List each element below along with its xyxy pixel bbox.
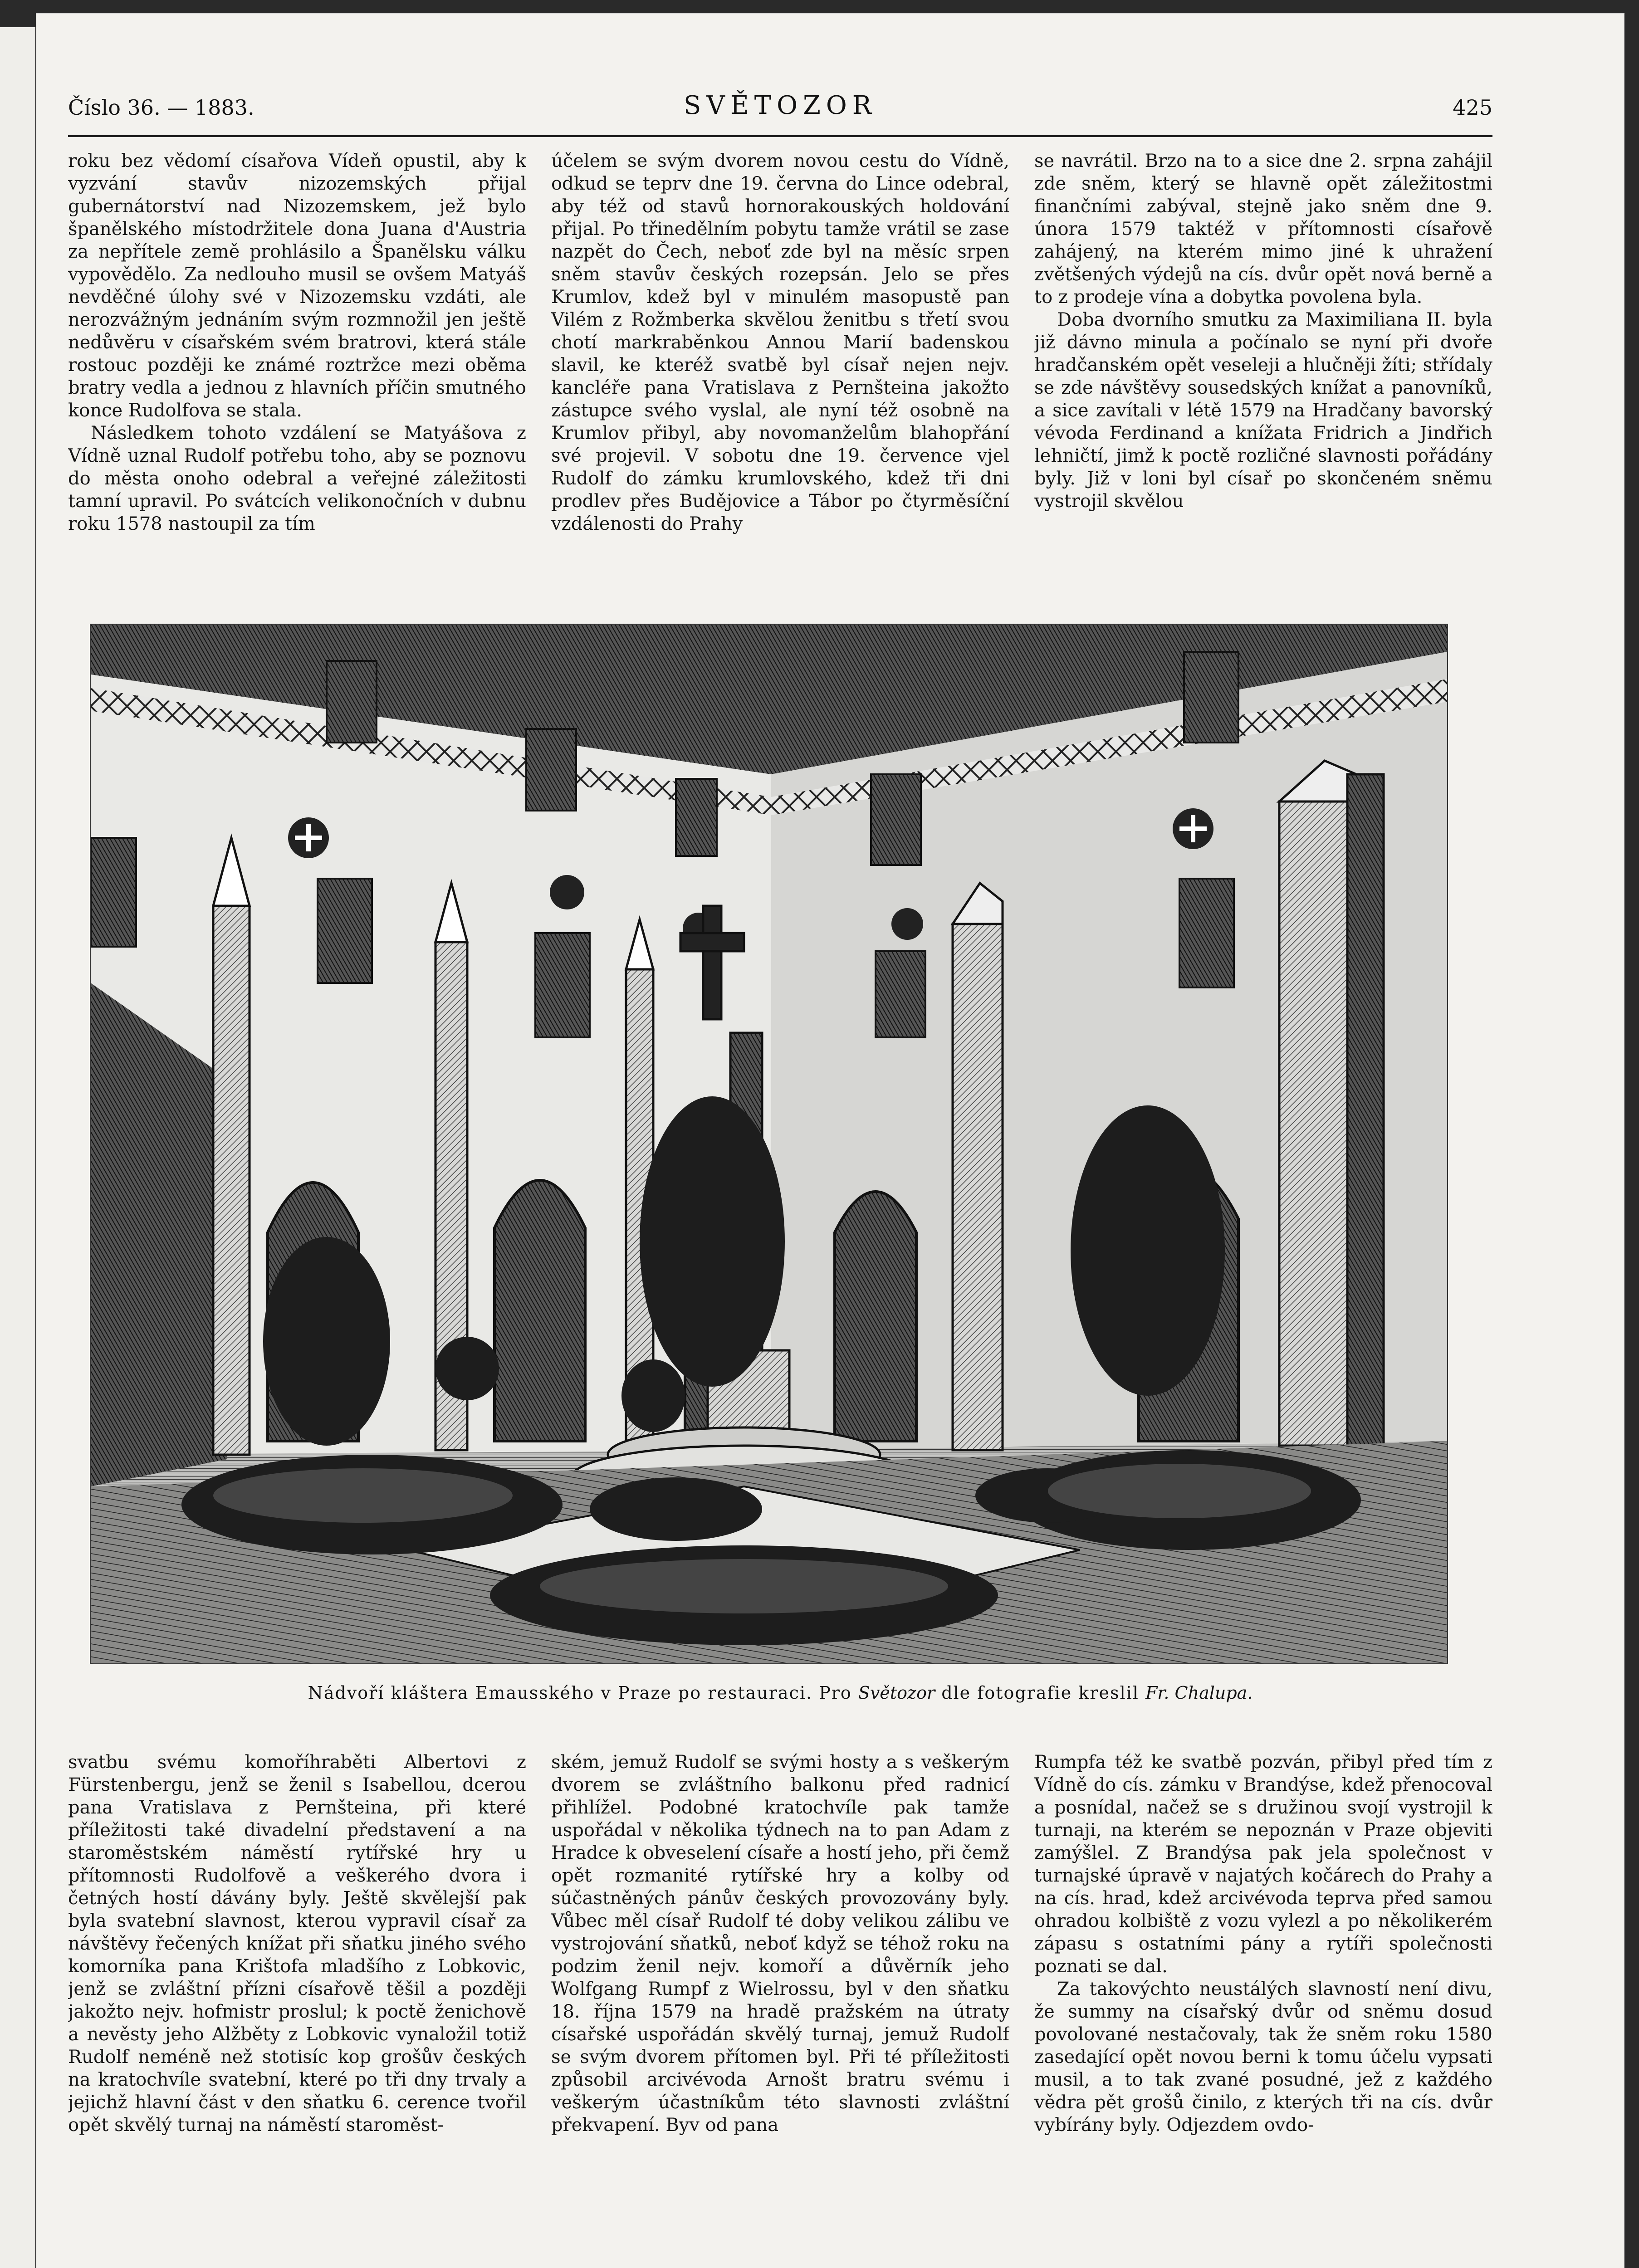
bottom-text-columns [68, 1751, 1492, 2150]
figure-caption [68, 1683, 1492, 1703]
text-column-4 [68, 1751, 526, 2150]
paragraph: Za takovýchto neustálých slavností není divu, že summy na císařský dvůr od sněmu dosud povolované nestačovaly, tak že sněm roku 1580 zasedající opět novou berni k tomu účelu vypsati musil, a to tak zvané posudné, jež z každého vědra pět grošů činilo, z kterých tři na cís. dvůr vybírány byly. Odjezdem ovdo- [1034, 1979, 1492, 2136]
caption-artist: Fr. Chalupa. [1145, 1683, 1253, 1703]
courtyard-engraving [91, 625, 1447, 1663]
text-column-1 [68, 150, 526, 549]
paragraph: svatbu svému komoříhraběti Albertovi z Fürstenbergu, jenž se ženil s Isabellou, dcerou pana Vratislava z Pernšteina, při které příležitosti také divadelní představení a na staroměstském náměstí rytířské hry u přítomnosti Rudolfově a veškerého dvora i četných hostí dávány byly. Ještě skvělejší pak byla svatební slavnost, kterou vypravil císař za návštěvy řečených knížat při sňatku jiného svého komorníka pana Krištofa mladšího z Lobkovic, jenž se zvláštní přízni císařově těšil a později jakožto nejv. hofmistr proslul; k poctě ženichově a nevěsty jeho Alžběty z Lobkovic vynaložil totiž Rudolf neméně než stotisíc kop grošův českých na kratochvíle svatební, které po tři dny trvaly a jejichž hlavní část v den sňatku 6. cerence tvořil opět skvělý turnaj na náměstí staroměst- [68, 1752, 526, 2136]
text-column-6 [1034, 1751, 1492, 2150]
caption-title: Nádvoří kláštera Emausského v Praze po restauraci. [308, 1683, 813, 1703]
text-column-3 [1034, 150, 1492, 549]
caption-credit-middle: dle fotografie kreslil [941, 1683, 1139, 1703]
paragraph: ském, jemuž Rudolf se svými hosty a s veškerým dvorem se zvláštního balkonu před radnicí přihlížel. Podobné kratochvíle pak tamže uspořádal v několika týdnech na to pan Adam z Hradce k obveselení císaře a hostí jeho, při čemž opět rozmanité rytířské hry a kolby od súčastněných pánův českých provozovány byly. Vůbec měl císař Rudolf té doby velikou zálibu ve vystrojování sňatků, neboť když se téhož roku na podzim ženil nejv. komoří a důvěrník jeho Wolfgang Rumpf z Wielrossu, byl v den sňatku 18. října 1579 na hradě pražském na útraty císařské uspořádán skvělý turnaj, jemuž Rudolf se svým dvorem přítomen byl. Při té příležitosti způsobil arcivévoda Arnošt bratru svému i veškerým účastníkům této slavnosti zvláštní překvapení. Byv od pana [551, 1752, 1009, 2136]
text-column-2 [551, 150, 1009, 549]
paragraph: Doba dvorního smutku za Maximiliana II. byla již dávno minula a počínalo se nyní při dvoře hradčanském opět veseleji a hlučněji žíti; střídaly se zde návštěvy sousedských knížat a panovníků, a sice zavítali v létě 1579 na Hradčany bavorský vévoda Ferdinand a knížata Fridrich a Jindřich lehničtí, jimž k poctě rozličné slavnosti pořádány byly. Již v loni byl císař po skončeném sněmu vystrojil skvělou [1034, 309, 1492, 512]
text-column-5 [551, 1751, 1009, 2150]
caption-credit-prefix: Pro [819, 1683, 852, 1703]
paragraph: Následkem tohoto vzdálení se Matyášova z Vídně uznal Rudolf potřebu toho, aby se poznovu do města onoho odebral a veřejné záležitosti tamní upravil. Po svátcích velikonočních v dubnu roku 1578 nastoupil za tím [68, 423, 526, 534]
paragraph: se navrátil. Brzo na to a sice dne 2. srpna zahájil zde sněm, který se hlavně opět záležitostmi finančními zabýval, stejně jako sněm dne 9. února 1579 taktéž v přítomnosti císařově zahájený, na kterém mimo jiné k uhražení zvětšených výdejů na cís. dvůr opět nová berně a to z prodeje vína a dobytka povolena byla. [1034, 151, 1492, 308]
issue-number: Číslo 36. — 1883. [68, 95, 254, 120]
engraving-illustration [90, 624, 1448, 1664]
page-header [68, 86, 1492, 136]
page-number: 425 [1453, 95, 1492, 120]
binding-edge [0, 27, 37, 2268]
newspaper-page [36, 14, 1624, 2268]
journal-title: SVĚTOZOR [684, 91, 877, 120]
caption-journal: Světozor [858, 1683, 935, 1703]
paragraph: účelem se svým dvorem novou cestu do Vídně, odkud se teprv dne 19. června do Lince odebral, aby též od stavů hornorakouských holdování přijal. Po třinedělním pobytu tamže vrátil se zase nazpět do Čech, neboť zde byl na měsíc srpen sněm stavův českých rozepsán. Jelo se přes Krumlov, kdež byl v minulém masopustě pan Vilém z Rožmberka skvělou ženitbu s třetí svou chotí markraběnkou Annou Marií badenskou slavil, ke kteréž svatbě byl císař nejen nejv. kancléře pana Vratislava z Pernšteina jakožto zástupce svého vyslal, ale nyní též osobně na Krumlov přibyl, aby novomanželům blahopřání své projevil. V sobotu dne 19. července vjel Rudolf do zámku krumlovského, kdež tři dni prodlev přes Budějovice a Tábor po čtyrměsíční vzdálenosti do Prahy [551, 151, 1009, 534]
header-rule [68, 135, 1492, 137]
top-text-columns [68, 150, 1492, 549]
paragraph: Rumpfa též ke svatbě pozván, přibyl před tím z Vídně do cís. zámku v Brandýse, kdež přenocoval a posnídal, načež se s družinou svojí vystrojil k turnaji, na kterém se nepoznán v Praze objeviti zamýšlel. Z Brandýsa pak jela společnost v turnajské úpravě v najatých kočárech do Prahy a na cís. hrad, kdež arcivévoda teprva před samou ohradou kolbiště z vozu vylezl a po několikerém zápasu s ostatními pány a rytíři společnosti poznati se dal. [1034, 1752, 1492, 1977]
paragraph: roku bez vědomí císařova Vídeň opustil, aby k vyzvání stavův nizozemských přijal gubernátorství nad Nizozemskem, jež bylo španělského místodržitele dona Juana d'Austria za nepřítele země prohlásilo a Španělsku válku vypovědělo. Za nedlouho musil se ovšem Matyáš nevděčné úlohy své v Nizozemsku vzdáti, ale nerozvážným jednáním svým rozmnožil jen ještě nedůvěru v císařském svém bratrovi, která stále rostouc později ke známé roztržce mezi oběma bratry vedla a jednou z hlavních příčin smutného konce Rudolfova se stala. [68, 151, 526, 421]
